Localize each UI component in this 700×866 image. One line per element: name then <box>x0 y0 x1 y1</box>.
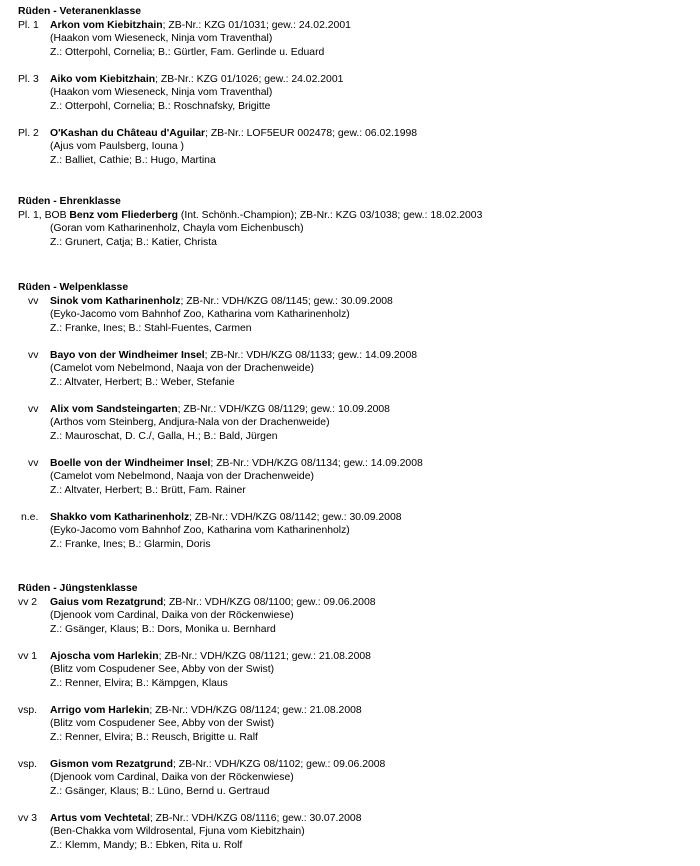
class-section <box>18 281 688 565</box>
entry-title-line <box>18 403 688 417</box>
dog-name: Gismon vom Rezatgrund <box>50 758 173 770</box>
class-section <box>18 582 688 866</box>
dog-entry <box>18 457 688 498</box>
dog-entry <box>18 704 688 745</box>
entry-title-line <box>18 73 688 87</box>
parents-line: (Arthos vom Steinberg, Andjura-Nala von der Drachenweide) <box>50 417 330 428</box>
registration-details: (Int. Schönh.-Champion); ZB-Nr.: KZG 03/1038; gew.: 18.02.2003 <box>177 209 483 221</box>
dog-entry <box>18 511 688 552</box>
dog-name: O'Kashan du Château d'Aguilar <box>50 127 206 139</box>
registration-details: ; ZB-Nr.: VDH/KZG 08/1116; gew.: 30.07.2008 <box>149 812 362 824</box>
dog-name: Arrigo vom Harlekin <box>50 704 150 716</box>
dog-name: Alix vom Sandsteingarten <box>50 403 178 415</box>
parents-line: (Ajus vom Paulsberg, Iouna ) <box>50 141 184 152</box>
breeder-owner-line: Z.: Grunert, Catja; B.: Katier, Christa <box>50 236 217 248</box>
dog-name: Shakko vom Katharinenholz <box>50 511 190 523</box>
registration-details: ; ZB-Nr.: VDH/KZG 08/1124; gew.: 21.08.2008 <box>149 704 362 716</box>
section-title: Rüden - Ehrenklasse <box>18 196 121 207</box>
dog-name: Boelle von der Windheimer Insel <box>50 457 211 469</box>
dog-entry <box>18 295 688 336</box>
entry-title-line <box>18 349 688 363</box>
entry-title-line <box>18 19 688 33</box>
placement: n.e. <box>21 511 39 523</box>
placement: Pl. 1, BOB <box>18 209 70 221</box>
section-title: Rüden - Veteranenklasse <box>18 6 142 17</box>
class-section <box>18 195 688 263</box>
registration-details: ; ZB-Nr.: VDH/KZG 08/1100; gew.: 09.06.2008 <box>163 596 376 608</box>
class-section <box>18 5 688 181</box>
entry-title-line <box>18 127 688 141</box>
parents-line: (Djenook vom Cardinal, Daika von der Röckenwiese) <box>50 610 294 621</box>
parents-line: (Blitz vom Cospudener See, Abby von der Swist) <box>50 718 275 729</box>
breeder-owner-line: Z.: Renner, Elvira; B.: Kämpgen, Klaus <box>50 677 228 689</box>
placement: vv <box>28 295 39 307</box>
dog-name: Ajoscha vom Harlekin <box>50 650 159 662</box>
dog-entry <box>18 650 688 691</box>
dog-entry <box>18 73 688 114</box>
registration-details: ; ZB-Nr.: VDH/KZG 08/1102; gew.: 09.06.2008 <box>172 758 386 770</box>
registration-details: ; ZB-Nr.: VDH/KZG 08/1142; gew.: 30.09.2008 <box>189 511 402 523</box>
placement: vv 3 <box>18 812 38 824</box>
placement: Pl. 2 <box>18 127 39 139</box>
breeder-owner-line: Z.: Gsänger, Klaus; B.: Lüno, Bernd u. Gertraud <box>50 785 270 797</box>
placement: Pl. 1 <box>18 19 39 31</box>
entry-title-line <box>18 704 688 718</box>
registration-details: ; ZB-Nr.: KZG 01/1031; gew.: 24.02.2001 <box>162 19 351 31</box>
dog-entry <box>18 596 688 637</box>
breeder-owner-line: Z.: Mauroschat, D. C./, Galla, H.; B.: Bald, Jürgen <box>50 430 278 442</box>
parents-line: (Camelot vom Nebelmond, Naaja von der Drachenweide) <box>50 363 314 374</box>
entry-title-line <box>18 209 688 223</box>
dog-name: Arkon vom Kiebitzhain <box>50 19 163 31</box>
breeder-owner-line: Z.: Altvater, Herbert; B.: Brütt, Fam. Rainer <box>50 484 246 496</box>
registration-details: ; ZB-Nr.: VDH/KZG 08/1145; gew.: 30.09.2008 <box>180 295 393 307</box>
dog-entry <box>18 127 688 168</box>
section-title: Rüden - Jüngstenklasse <box>18 583 138 594</box>
breeder-owner-line: Z.: Otterpohl, Cornelia; B.: Roschnafsky, Brigitte <box>50 100 271 112</box>
parents-line: (Goran vom Katharinenholz, Chayla vom Eichenbusch) <box>50 223 304 234</box>
placement: vsp. <box>18 704 38 716</box>
entry-title-line <box>18 511 688 525</box>
breeder-owner-line: Z.: Otterpohl, Cornelia; B.: Gürtler, Fam. Gerlinde u. Eduard <box>50 46 325 58</box>
breeder-owner-line: Z.: Franke, Ines; B.: Stahl-Fuentes, Carmen <box>50 322 252 334</box>
entry-title-line <box>18 457 688 471</box>
dog-entry <box>18 758 688 799</box>
dog-entry <box>18 209 688 250</box>
registration-details: ; ZB-Nr.: LOF5EUR 002478; gew.: 06.02.1998 <box>205 127 418 139</box>
dog-entry <box>18 19 688 60</box>
placement: vv <box>28 349 39 361</box>
parents-line: (Eyko-Jacomo vom Bahnhof Zoo, Katharina vom Katharinenholz) <box>50 309 350 320</box>
parents-line: (Eyko-Jacomo vom Bahnhof Zoo, Katharina vom Katharinenholz) <box>50 525 350 536</box>
dog-name: Aiko vom Kiebitzhain <box>50 73 156 85</box>
parents-line: (Camelot vom Nebelmond, Naaja von der Drachenweide) <box>50 471 314 482</box>
breeder-owner-line: Z.: Franke, Ines; B.: Glarmin, Doris <box>50 538 211 550</box>
entry-title-line <box>18 758 688 772</box>
breeder-owner-line: Z.: Balliet, Cathie; B.: Hugo, Martina <box>50 154 216 166</box>
placement: vv <box>28 457 39 469</box>
entry-title-line <box>18 812 688 826</box>
placement: vsp. <box>18 758 38 770</box>
registration-details: ; ZB-Nr.: VDH/KZG 08/1133; gew.: 14.09.2008 <box>204 349 418 361</box>
section-title: Rüden - Welpenklasse <box>18 282 129 293</box>
entry-title-line <box>18 650 688 664</box>
placement: Pl. 3 <box>18 73 39 85</box>
parents-line: (Blitz vom Cospudener See, Abby von der Swist) <box>50 664 275 675</box>
parents-line: (Djenook vom Cardinal, Daika von der Röckenwiese) <box>50 772 294 783</box>
placement: vv 2 <box>18 596 38 608</box>
dog-entry <box>18 812 688 853</box>
registration-details: ; ZB-Nr.: VDH/KZG 08/1121; gew.: 21.08.2008 <box>158 650 371 662</box>
entry-title-line <box>18 295 688 309</box>
registration-details: ; ZB-Nr.: KZG 01/1026; gew.: 24.02.2001 <box>155 73 344 85</box>
dog-entry <box>18 403 688 444</box>
registration-details: ; ZB-Nr.: VDH/KZG 08/1129; gew.: 10.09.2008 <box>177 403 390 415</box>
breeder-owner-line: Z.: Altvater, Herbert; B.: Weber, Stefanie <box>50 376 235 388</box>
parents-line: (Haakon vom Wieseneck, Ninja vom Traventhal) <box>50 87 273 98</box>
parents-line: (Haakon vom Wieseneck, Ninja vom Traventhal) <box>50 33 273 44</box>
breeder-owner-line: Z.: Klemm, Mandy; B.: Ebken, Rita u. Rolf <box>50 839 243 851</box>
breeder-owner-line: Z.: Renner, Elvira; B.: Reusch, Brigitte u. Ralf <box>50 731 258 743</box>
entry-title-line <box>18 596 688 610</box>
dog-name: Benz vom Fliederberg <box>69 209 178 221</box>
parents-line: (Ben-Chakka vom Wildrosental, Fjuna vom Kiebitzhain) <box>50 826 305 837</box>
placement: vv 1 <box>18 650 38 662</box>
registration-details: ; ZB-Nr.: VDH/KZG 08/1134; gew.: 14.09.2008 <box>210 457 423 469</box>
breeder-owner-line: Z.: Gsänger, Klaus; B.: Dors, Monika u. Bernhard <box>50 623 276 635</box>
dog-name: Gaius vom Rezatgrund <box>50 596 164 608</box>
dog-entry <box>18 349 688 390</box>
dog-name: Sinok vom Katharinenholz <box>50 295 181 307</box>
dog-name: Artus vom Vechtetal <box>50 812 150 824</box>
placement: vv <box>28 403 39 415</box>
dog-name: Bayo von der Windheimer Insel <box>50 349 205 361</box>
